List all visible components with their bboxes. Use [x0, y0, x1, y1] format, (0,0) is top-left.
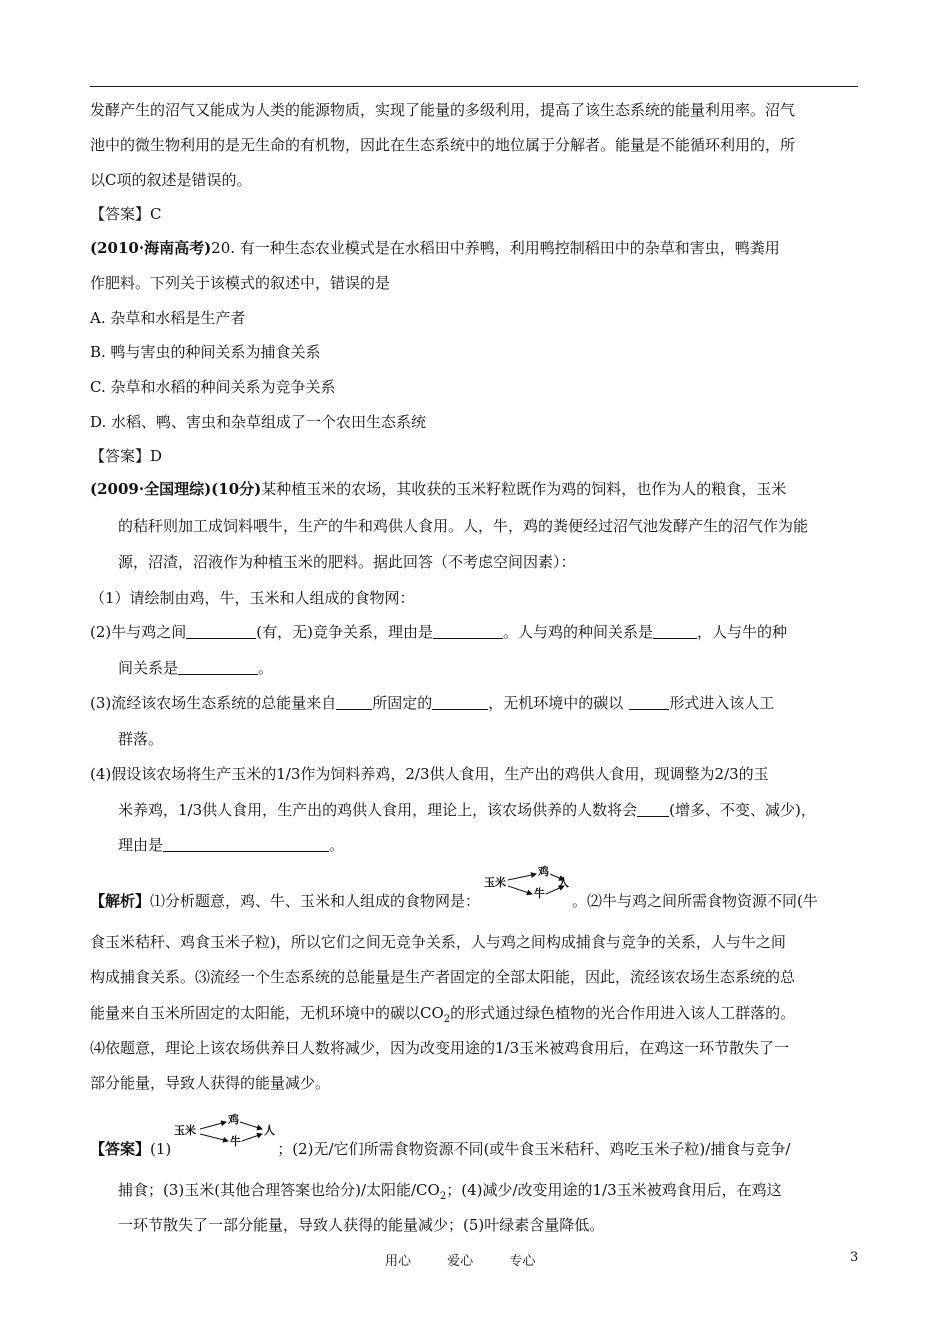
analysis-line-3: 构成捕食关系。⑶流经一个生态系统的总能量是生产者固定的全部太阳能，因此，流经该农场生态系统的总 — [90, 968, 796, 986]
text-line: 群落。 — [118, 730, 164, 748]
analysis-label: 【解析】 — [90, 892, 151, 910]
text-line: 的秸秆则加工成饲料喂牛，生产的牛和鸡供人食用。人，牛，鸡的粪便经过沼气池发酵产生的沼气作为能 — [118, 517, 809, 535]
answer-blank — [653, 624, 697, 639]
text-span: (有，无)竞争关系，理由是 — [256, 623, 433, 641]
text-span: (1) — [150, 1140, 172, 1158]
option-a: A. 杂草和水稻是生产者 — [90, 309, 246, 327]
final-answer-line-3: 一环节散失了一部分能量，导致人获得的能量减少；(5)叶绿素含量降低。 — [118, 1216, 605, 1234]
node-cattle: 牛 — [230, 1135, 241, 1148]
question-source: (2010·海南高考) — [90, 239, 212, 257]
answer-blank — [432, 695, 488, 710]
question-source: (2009·全国理综)(10分) — [90, 480, 262, 498]
node-cattle: 牛 — [534, 887, 545, 900]
text-span: ；(2)无/它们所需食物资源不同(或牛食玉米秸秆、鸡吃玉米子粒)/捕食与竞争/ — [277, 1140, 791, 1158]
text-span: (2)牛与鸡之间 — [90, 623, 187, 641]
text-span: ，无机环境中的碳以 — [488, 694, 624, 712]
text-span: 。⑵牛与鸡之间所需食物资源不同(牛 — [572, 892, 818, 910]
answer-blank — [336, 695, 372, 710]
text-span: 理由是 — [118, 836, 164, 854]
text-span: 所固定的 — [372, 694, 433, 712]
answer-blank — [163, 837, 329, 852]
text-line — [118, 800, 816, 820]
text-span: ，人与牛的种 — [696, 623, 787, 641]
text-span: (3)流经该农场生态系统的总能量来自 — [90, 694, 337, 712]
text-line — [118, 835, 344, 855]
question-20 — [90, 238, 780, 258]
footer-word: 用心 — [385, 1254, 412, 1269]
text-span: 间关系是 — [118, 659, 179, 677]
node-human: 人 — [558, 876, 569, 889]
subscript: 2 — [443, 1014, 451, 1025]
analysis-line-2: 食玉米秸秆、鸡食玉米子粒)，所以它们之间无竞争关系，人与鸡之间构成捕食与竞争的关系，人与牛之间 — [90, 933, 786, 951]
answer-blank — [178, 660, 258, 675]
text-span: 捕食；(3)玉米(其他合理答案也给分)/太阳能/CO — [118, 1181, 440, 1199]
text-span: ⑴分析题意，鸡、牛、玉米和人组成的食物网是： — [150, 892, 481, 910]
text-span: 的形式通过绿色植物的光合作用进入该人工群落的。 — [450, 1004, 796, 1022]
answer-label: 【答案】 — [90, 1140, 151, 1158]
answer-blank — [637, 802, 669, 817]
sub-question-1: （1）请绘制由鸡，牛，玉米和人组成的食物网： — [90, 589, 415, 607]
answer-blank — [186, 624, 256, 639]
subscript: 2 — [439, 1191, 447, 1202]
text-line: 池中的微生物利用的是无生命的有机物，因此在生态系统中的地位属于分解者。能量是不能循环利用的，所 — [90, 136, 796, 154]
sub-question-3 — [90, 693, 774, 713]
text-span: (增多、不变、减少)， — [669, 801, 816, 819]
node-chicken: 鸡 — [538, 865, 549, 878]
text-line: 源，沼渣，沼液作为种植玉米的肥料。据此回答（不考虑空间因素）： — [118, 553, 576, 571]
text-span: 形式进入该人工 — [669, 694, 775, 712]
analysis-line-4 — [90, 1003, 795, 1030]
footer-word: 爱心 — [447, 1254, 474, 1269]
node-corn: 玉米 — [484, 876, 506, 889]
node-chicken: 鸡 — [228, 1113, 239, 1126]
text-span: 能量来自玉米所固定的太阳能，无机环境中的碳以CO — [90, 1004, 444, 1022]
text-line — [118, 658, 273, 678]
analysis-line-1 — [90, 891, 818, 911]
text-span: 。 — [258, 659, 274, 677]
node-corn: 玉米 — [174, 1124, 196, 1137]
text-line: 作肥料。下列关于该模式的叙述中，错误的是 — [90, 274, 391, 292]
answer-blank — [433, 624, 503, 639]
option-b: B. 鸭与害虫的种间关系为捕食关系 — [90, 343, 321, 361]
text-span: ；(4)减少/改变用途的1/3玉米被鸡食用后，在鸡这 — [446, 1181, 782, 1199]
text-span: 米养鸡，1/3供人食用，生产出的鸡供人食用，理论上，该农场供养的人数将会 — [118, 801, 638, 819]
final-answer-line-2 — [118, 1180, 782, 1207]
analysis-line-5: ⑷依题意，理论上该农场供养日人数将减少，因为改变用途的1/3玉米被鸡食用后，在鸡这一环节散失了一 — [90, 1039, 790, 1057]
page-number: 3 — [850, 1250, 859, 1265]
question-2009 — [90, 479, 786, 499]
question-text: 20. 有一种生态农业模式是在水稻田中养鸭，利用鸭控制稻田中的杂草和害虫，鸭粪用 — [211, 239, 780, 257]
text-span: 。 — [329, 836, 345, 854]
footer-motto — [385, 1250, 567, 1269]
text-line: 以C项的叙述是错误的。 — [90, 171, 252, 189]
sub-question-2 — [90, 622, 787, 642]
sub-question-4: (4)假设该农场将生产玉米的1/3作为饲料养鸡，2/3供人食用，生产出的鸡供人食用，现调整为2/3的玉 — [90, 765, 769, 783]
text-line: 发酵产生的沼气又能成为人类的能源物质，实现了能量的多级利用，提高了该生态系统的能量利用率。沼气 — [90, 101, 796, 119]
node-human: 人 — [264, 1124, 275, 1137]
answer-blank — [629, 695, 669, 710]
answer-line: 【答案】C — [90, 205, 162, 223]
answer-line: 【答案】D — [90, 447, 163, 465]
option-c: C. 杂草和水稻的种间关系为竞争关系 — [90, 378, 336, 396]
food-web-diagram — [484, 866, 570, 900]
text-span: 。人与鸡的种间关系是 — [502, 623, 653, 641]
footer-word: 专心 — [509, 1254, 536, 1269]
analysis-line-6: 部分能量，导致人获得的能量减少。 — [90, 1074, 331, 1092]
question-text: 某种植玉米的农场，其收获的玉米籽粒既作为鸡的饲料，也作为人的粮食，玉米 — [261, 480, 787, 498]
header-rule — [90, 86, 858, 87]
option-d: D. 水稻、鸭、害虫和杂草组成了一个农田生态系统 — [90, 413, 427, 431]
food-web-diagram-answer — [174, 1113, 275, 1148]
